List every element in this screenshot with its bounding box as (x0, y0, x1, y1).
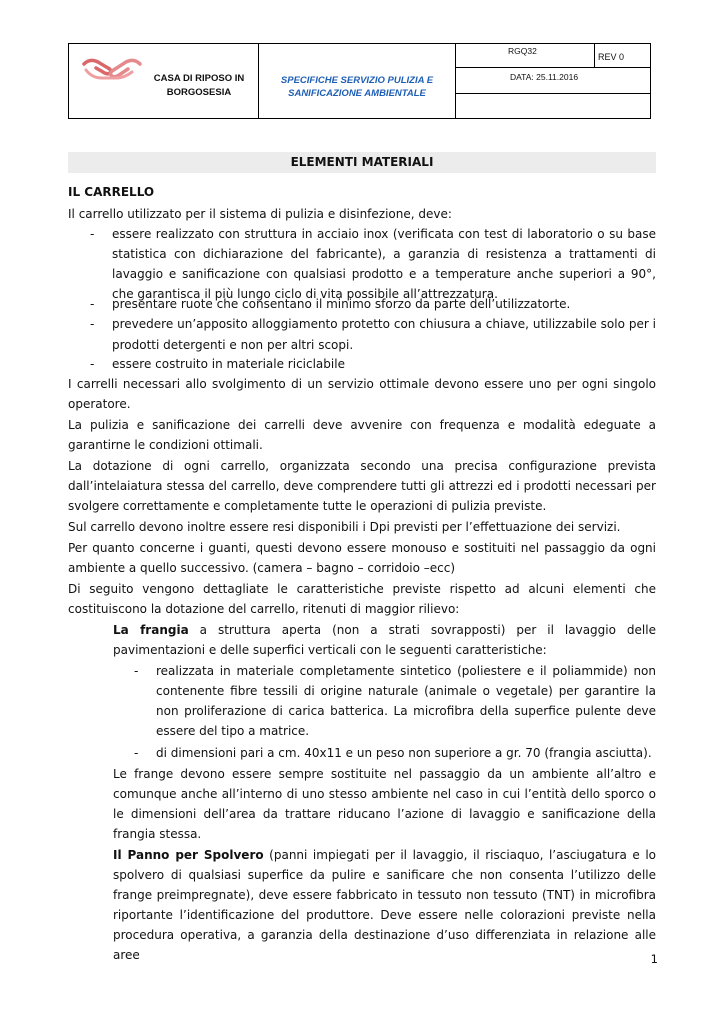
frangia-title: La frangia (113, 623, 189, 637)
header-meta-cell (456, 44, 650, 118)
frangia-note: Le frange devono essere sempre sostituite nel passaggio da un ambiente all’altro e comunque anche all’interno di uno stesso ambiente nel caso in cui l’entità dello sporco o le dimensioni dell’area da trattare riducano l’azione di lavaggio e sanificazione della frangia stessa. (113, 767, 656, 841)
carrello-paragraph-1: I carrelli necessari allo svolgimento di un servizio ottimale devono essere uno per ogni singolo operatore. (68, 377, 656, 411)
carrello-paragraph-6: Di seguito vengono dettagliate le caratteristiche previste rispetto ad alcuni elementi che costituiscono la dotazione del carrello, ritenuti di maggior rilievo: (68, 582, 656, 616)
document-code: RGQ32 (508, 46, 537, 56)
panno-title: Il Panno per Spolvero (113, 848, 264, 862)
carrello-paragraph-3: La dotazione di ogni carrello, organizzata secondo una precisa configurazione prevista dall’intelaiatura stessa del carrello, deve comprendere tutti gli attrezzi ed i prodotti necessari per svolgere correttamente e completamente tutte le operazioni di pulizia previste. (68, 459, 656, 513)
panno-text: (panni impiegati per il lavaggio, il risciaquo, l’asciugatura e lo spolvero di qualsiasi superfice da pulire e sanificare che non consenta l’utilizzo delle frange preimpregnate), deve essere fabbricato in tessuto non tessuto (TNT) in microfibra riportante l’identificazione del produttore. Deve essere nelle colorazioni previste nella procedura operativa, a garanzia della destinazione d’uso differenziata in relazione alle aree (113, 848, 656, 962)
document-date: DATA: 25.11.2016 (510, 72, 579, 82)
document-header-table (68, 43, 651, 119)
bullet-dash: - (90, 317, 95, 331)
bullet-dash: - (90, 357, 95, 371)
carrello-bullet-2: presentare ruote che consentano il minimo sforzo da parte dell’utilizzatorte. (112, 297, 571, 311)
section-title: ELEMENTI MATERIALI (68, 152, 656, 173)
header-code-row (456, 44, 650, 68)
carrello-bullet-3: prevedere un’apposito alloggiamento protetto con chiusura a chiave, utilizzabile solo per i prodotti detergenti e non per altri scopi. (112, 317, 656, 352)
carrello-intro: Il carrello utilizzato per il sistema di pulizia e disinfezione, deve: (68, 207, 452, 221)
bullet-dash: - (90, 297, 95, 311)
frangia-bullet-1: realizzata in materiale completamente sintetico (poliestere e il poliammide) non contenente fibre tessili di origine naturale (animale o vegetale) per garantire la non proliferazione di carica batterica. La microfibra della superfice pulente deve essere del tipo a matrice. (156, 664, 656, 738)
frangia-bullet-2: di dimensioni pari a cm. 40x11 e un peso non superiore a gr. 70 (frangia asciutta). (156, 746, 652, 760)
header-date-row (456, 68, 650, 94)
panno-paragraph (113, 845, 656, 965)
bullet-dash: - (134, 664, 139, 678)
bullet-dash: - (134, 746, 139, 760)
carrello-bullet-1: essere realizzato con struttura in acciaio inox (verificata con test di laboratorio o su base statistica con dichiarazione del fabricante), a garanzia di resistenza a trattamenti di lavaggio e sanificazione con qualsiasi prodotto e a temperature anche superiori a 90°, che garantisca il più lungo ciclo di vita possibile all’attrezzatura. (112, 227, 656, 301)
carrello-paragraph-2: La pulizia e sanificazione dei carrelli deve avvenire con frequenza e modalità edeguate a garantirne le condizioni ottimali. (68, 418, 656, 452)
revision-label: REV 0 (598, 52, 625, 62)
carrello-heading: IL CARRELLO (68, 185, 155, 199)
handshake-icon (82, 54, 142, 89)
carrello-paragraph-4: Sul carrello devono inoltre essere resi disponibili i Dpi previsti per l’effettuazione dei servizi. (68, 520, 621, 534)
header-organization-cell (69, 44, 259, 118)
frangia-paragraph (113, 620, 656, 660)
page-number: 1 (650, 952, 658, 966)
organization-name: CASA DI RIPOSO IN BORGOSESIA (153, 73, 245, 98)
header-divider (594, 44, 595, 68)
frangia-text: a struttura aperta (non a strati sovrapposti) per il lavaggio delle pavimentazioni e delle superfici verticali con le seguenti caratteristiche: (113, 623, 656, 657)
carrello-bullet-4: essere costruito in materiale riciclabile (112, 357, 345, 371)
spec-title: SPECIFICHE SERVIZIO PULIZIA E SANIFICAZIONE AMBIENTALE (280, 75, 434, 99)
header-spec-cell (259, 44, 456, 118)
bullet-dash: - (90, 227, 95, 241)
carrello-paragraph-5: Per quanto concerne i guanti, questi devono essere monouso e sostituiti nel passaggio da ogni ambiente a quello successivo. (camera – bagno – corridoio –ecc) (68, 541, 656, 575)
